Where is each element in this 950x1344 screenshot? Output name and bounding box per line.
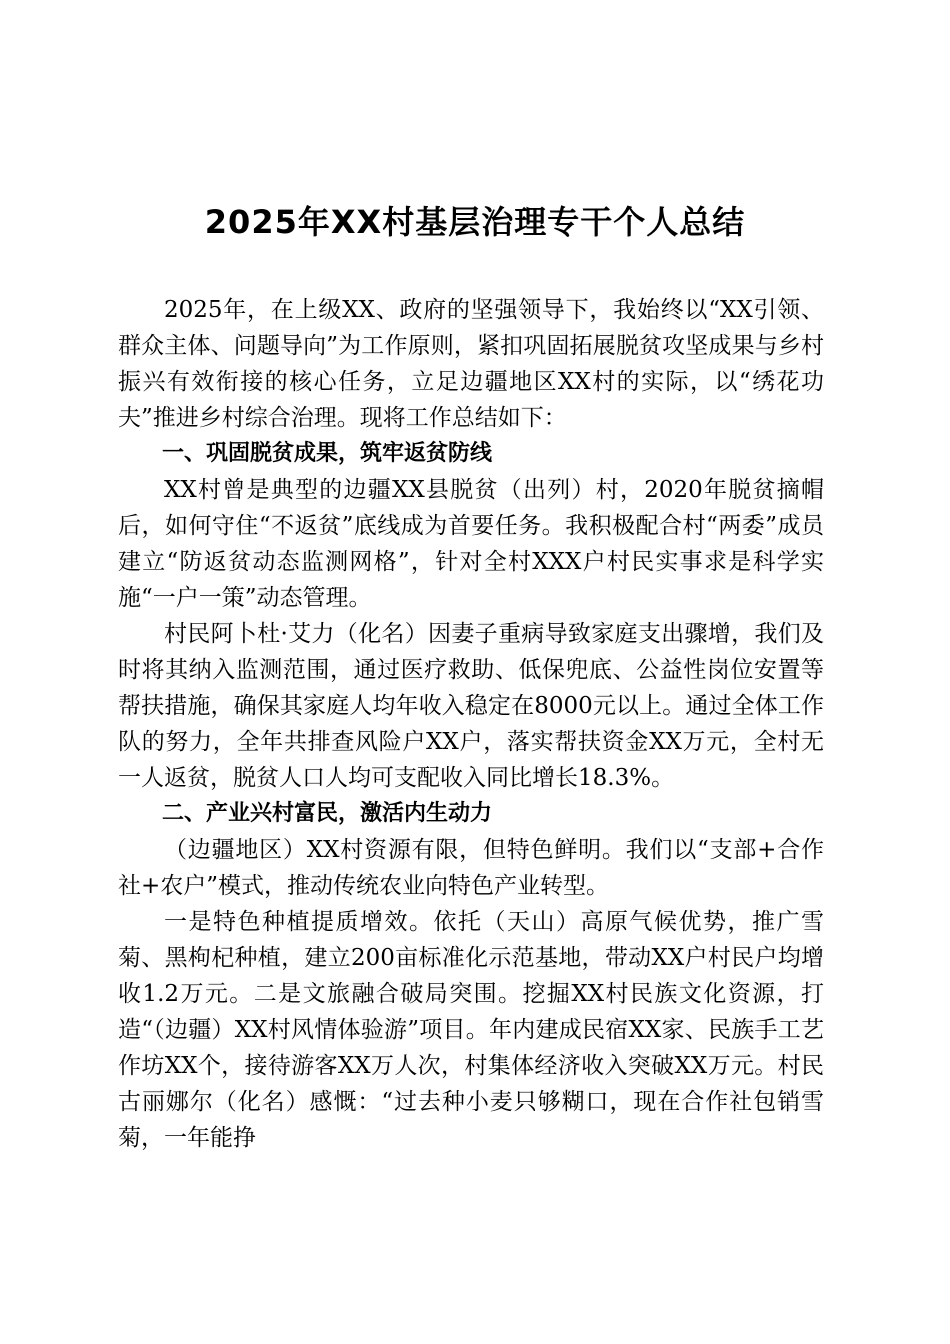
section-2-paragraph-2: 一是特色种植提质增效。依托（天山）高原气候优势，推广雪菊、黑枸杞种植，建立200亩标准化示范基地，带动XX户村民户均增收1.2万元。二是文旅融合破局突围。挖掘XX村民族文化资源，打造“（边疆）XX村风情体验游”项目。年内建成民宿XX家、民族手工艺作坊XX个，接待游客XX万人次，村集体经济收入突破XX万元。村民古丽娜尔（化名）感慨：“过去种小麦只够糊口，现在合作社包销雪菊，一年能挣	[118, 909, 824, 1151]
section-2-paragraph-1: （边疆地区）XX村资源有限，但特色鲜明。我们以“支部+合作社+农户”模式，推动传统农业向特色产业转型。	[118, 837, 824, 899]
section-1-paragraph-1: XX村曾是典型的边疆XX县脱贫（出列）村，2020年脱贫摘帽后，如何守住“不返贫”底线成为首要任务。我积极配合村“两委”成员建立“防返贫动态监测网格”，针对全村XXX户村民实事求是科学实施“一户一策”动态管理。	[118, 477, 824, 611]
section-1-paragraph-2: 村民阿卜杜·艾力（化名）因妻子重病导致家庭支出骤增，我们及时将其纳入监测范围，通过医疗救助、低保兜底、公益性岗位安置等帮扶措施，确保其家庭人均年收入稳定在8000元以上。通过全体工作队的努力，全年共排查风险户XX户，落实帮扶资金XX万元，全村无一人返贫，脱贫人口人均可支配收入同比增长18.3%。	[118, 621, 824, 791]
intro-paragraph: 2025年，在上级XX、政府的坚强领导下，我始终以“XX引领、群众主体、问题导向”为工作原则，紧扣巩固拓展脱贫攻坚成果与乡村振兴有效衔接的核心任务，立足边疆地区XX村的实际，以“绣花功夫”推进乡村综合治理。现将工作总结如下：	[118, 297, 824, 431]
document-title: 2025年XX村基层治理专干个人总结	[204, 203, 746, 241]
document-body	[118, 292, 824, 1156]
section-heading-1: 一、巩固脱贫成果，筑牢返贫防线	[162, 441, 493, 466]
section-heading-2: 二、产业兴村富民，激活内生动力	[162, 801, 493, 826]
